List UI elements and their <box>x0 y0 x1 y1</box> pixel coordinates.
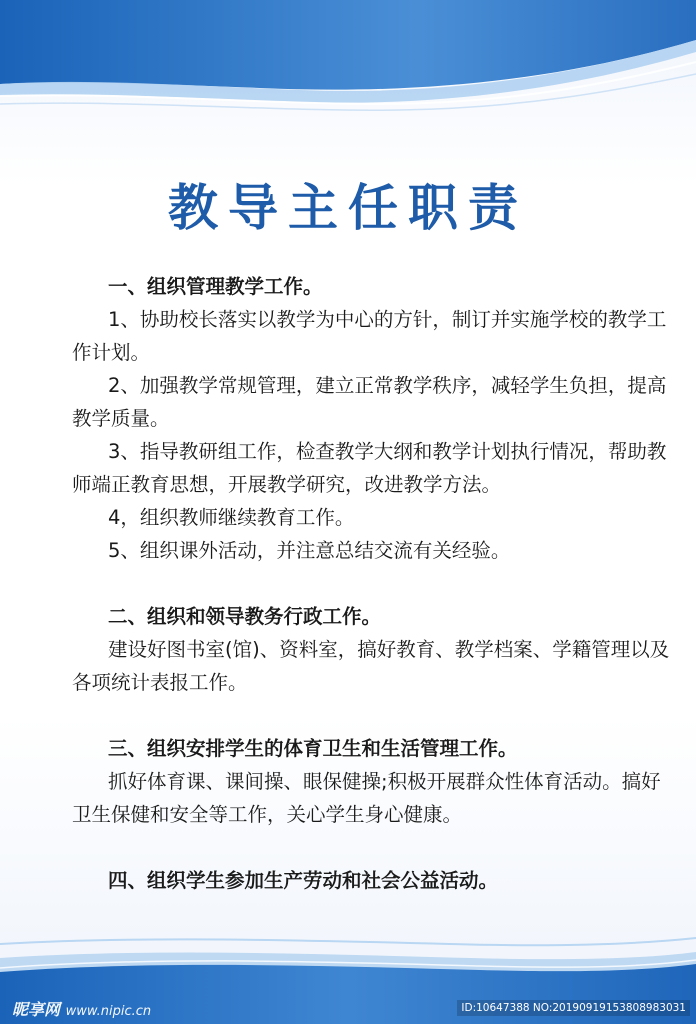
image-id-label: ID:10647388 NO:20190919153808983031 <box>457 1000 690 1016</box>
top-wave-decoration <box>0 0 696 120</box>
document-body <box>72 270 672 897</box>
list-item: 4，组织教师继续教育工作。 <box>108 506 355 529</box>
page-title: 教导主任职责 <box>168 179 528 237</box>
section-heading: 一、组织管理教学工作。 <box>108 275 323 298</box>
list-item: 抓好体育课、课间操、眼保健操;积极开展群众性体育活动。搞好卫生保健和安全等工作，关心学生身心健康。 <box>72 770 661 826</box>
spacer <box>72 699 672 732</box>
spacer <box>72 567 672 600</box>
watermark-brand: 昵享网 <box>12 1000 61 1019</box>
list-item: 1、协助校长落实以教学为中心的方针，制订并实施学校的教学工作计划。 <box>72 308 667 364</box>
list-item: 2、加强教学常规管理，建立正常教学秩序，减轻学生负担，提高教学质量。 <box>72 374 667 430</box>
section-heading: 二、组织和领导教务行政工作。 <box>108 605 382 628</box>
section-heading: 四、组织学生参加生产劳动和社会公益活动。 <box>108 869 499 892</box>
list-item: 5、组织课外活动，并注意总结交流有关经验。 <box>108 539 511 562</box>
watermark <box>12 997 151 1020</box>
list-item: 3、指导教研组工作，检查教学大纲和教学计划执行情况，帮助教师端正教育思想，开展教学研究，改进教学方法。 <box>72 440 667 496</box>
section-heading: 三、组织安排学生的体育卫生和生活管理工作。 <box>108 737 518 760</box>
spacer <box>72 831 672 864</box>
list-item: 建设好图书室(馆)、资料室，搞好教育、教学档案、学籍管理以及各项统计表报工作。 <box>72 638 670 694</box>
watermark-url: www.nipic.cn <box>65 1004 152 1019</box>
